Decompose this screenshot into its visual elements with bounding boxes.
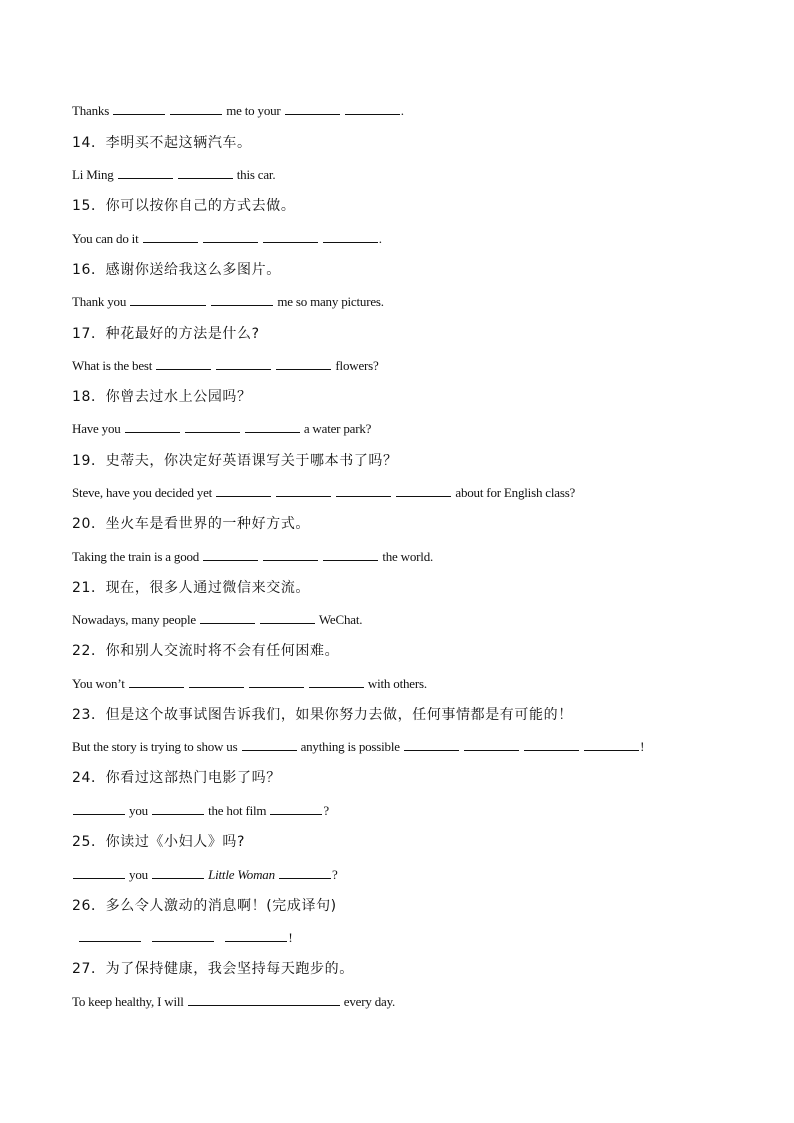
text: To keep healthy, I will [72,994,187,1009]
answer-blank[interactable] [156,358,211,370]
answer-blank[interactable] [263,231,318,243]
question-16: 16．感谢你送给我这么多图片。 [72,262,281,278]
exercise-line-17-answer [72,358,379,374]
answer-blank[interactable] [396,485,451,497]
text: But the story is trying to show us [72,739,241,754]
answer-blank[interactable] [189,676,244,688]
answer-blank[interactable] [276,358,331,370]
answer-blank[interactable] [152,867,204,879]
answer-blank[interactable] [203,231,258,243]
answer-blank[interactable] [242,739,297,751]
exercise-line-22-answer [72,676,427,692]
text: ? [331,867,338,882]
answer-blank[interactable] [323,231,378,243]
text: ? [323,803,329,818]
answer-blank[interactable] [584,739,639,751]
answer-blank[interactable] [249,676,304,688]
text: What is the best [72,358,156,373]
text: flowers? [332,358,379,373]
answer-blank[interactable] [464,739,519,751]
answer-blank[interactable] [225,930,287,942]
question-24: 24．你看过这部热门电影了吗？ [72,770,281,786]
answer-blank[interactable] [323,549,378,561]
answer-blank[interactable] [245,421,300,433]
answer-blank[interactable] [279,867,331,879]
text: a water park? [300,421,372,436]
text: you [126,867,152,882]
exercise-line-19-answer [72,485,575,501]
question-22: 22．你和别人交流时将不会有任何困难。 [72,643,340,659]
answer-blank[interactable] [143,231,198,243]
answer-blank[interactable] [73,803,125,815]
answer-blank[interactable] [152,803,204,815]
text: Steve, have you decided yet [72,485,216,500]
question-26: 26．多么令人激动的消息啊！(完成译句) [72,898,337,914]
text: this car. [233,167,276,182]
text: the hot film [205,803,270,818]
exercise-line-23-answer [72,739,644,755]
text: the world. [379,549,434,564]
question-23: 23．但是这个故事试图告诉我们，如果你努力去做，任何事情都是有可能的！ [72,707,573,723]
text: Have you [72,421,124,436]
exercise-line-27-answer [72,994,395,1010]
text: about for English class? [452,485,576,500]
answer-blank[interactable] [260,612,315,624]
answer-blank[interactable] [185,421,240,433]
answer-blank[interactable] [79,930,141,942]
question-19: 19．史蒂夫，你决定好英语课写关于哪本书了吗？ [72,453,398,469]
answer-blank[interactable] [404,739,459,751]
answer-blank[interactable] [345,103,400,115]
question-20: 20．坐火车是看世界的一种好方式。 [72,516,311,532]
question-25: 25．你读过《小妇人》吗? [72,834,246,850]
question-15: 15．你可以按你自己的方式去做。 [72,198,296,214]
answer-blank[interactable] [130,294,206,306]
answer-blank[interactable] [200,612,255,624]
answer-blank[interactable] [216,485,271,497]
text: Thank you [72,294,130,309]
text: Li Ming [72,167,117,182]
text: me to your [223,103,284,118]
answer-blank[interactable] [524,739,579,751]
answer-blank[interactable] [152,930,214,942]
text: . [400,103,404,118]
text: You won’t [72,676,128,691]
answer-blank[interactable] [309,676,364,688]
answer-blank[interactable] [188,994,340,1006]
answer-blank[interactable] [216,358,271,370]
text: you [126,803,152,818]
book-title: Little Woman [208,867,275,882]
text: ! [640,739,645,754]
answer-blank[interactable] [211,294,273,306]
text: ! [288,930,293,945]
question-17: 17．种花最好的方法是什么? [72,326,260,342]
answer-blank[interactable] [270,803,322,815]
exercise-line-18-answer [72,421,371,437]
text: with others. [364,676,427,691]
text: anything is possible [297,739,403,754]
answer-blank[interactable] [113,103,165,115]
text: . [378,231,382,246]
answer-blank[interactable] [129,676,184,688]
exercise-line-24-answer [72,803,329,819]
text: WeChat. [316,612,363,627]
text: Nowadays, many people [72,612,200,627]
text: me so many pictures. [274,294,384,309]
answer-blank[interactable] [125,421,180,433]
question-27: 27．为了保持健康，我会坚持每天跑步的。 [72,961,354,977]
text: You can do it [72,231,142,246]
answer-blank[interactable] [276,485,331,497]
exercise-line-16-answer [72,294,384,310]
text: Taking the train is a good [72,549,203,564]
exercise-line-21-answer [72,612,362,628]
text: every day. [340,994,396,1009]
answer-blank[interactable] [285,103,340,115]
answer-blank[interactable] [336,485,391,497]
exercise-line-14-answer [72,167,275,183]
answer-blank[interactable] [170,103,222,115]
question-14: 14．李明买不起这辆汽车。 [72,135,252,151]
answer-blank[interactable] [203,549,258,561]
question-18: 18．你曾去过水上公园吗？ [72,389,252,405]
answer-blank[interactable] [118,167,173,179]
exercise-line-25-answer [72,867,338,883]
exercise-line-15-answer [72,231,382,247]
answer-blank[interactable] [263,549,318,561]
exercise-line-26-answer [78,930,292,946]
exercise-line-13-answer [72,103,404,119]
answer-blank[interactable] [73,867,125,879]
exercise-line-20-answer [72,549,433,565]
answer-blank[interactable] [178,167,233,179]
question-21: 21．现在，很多人通过微信来交流。 [72,580,311,596]
text: Thanks [72,103,113,118]
